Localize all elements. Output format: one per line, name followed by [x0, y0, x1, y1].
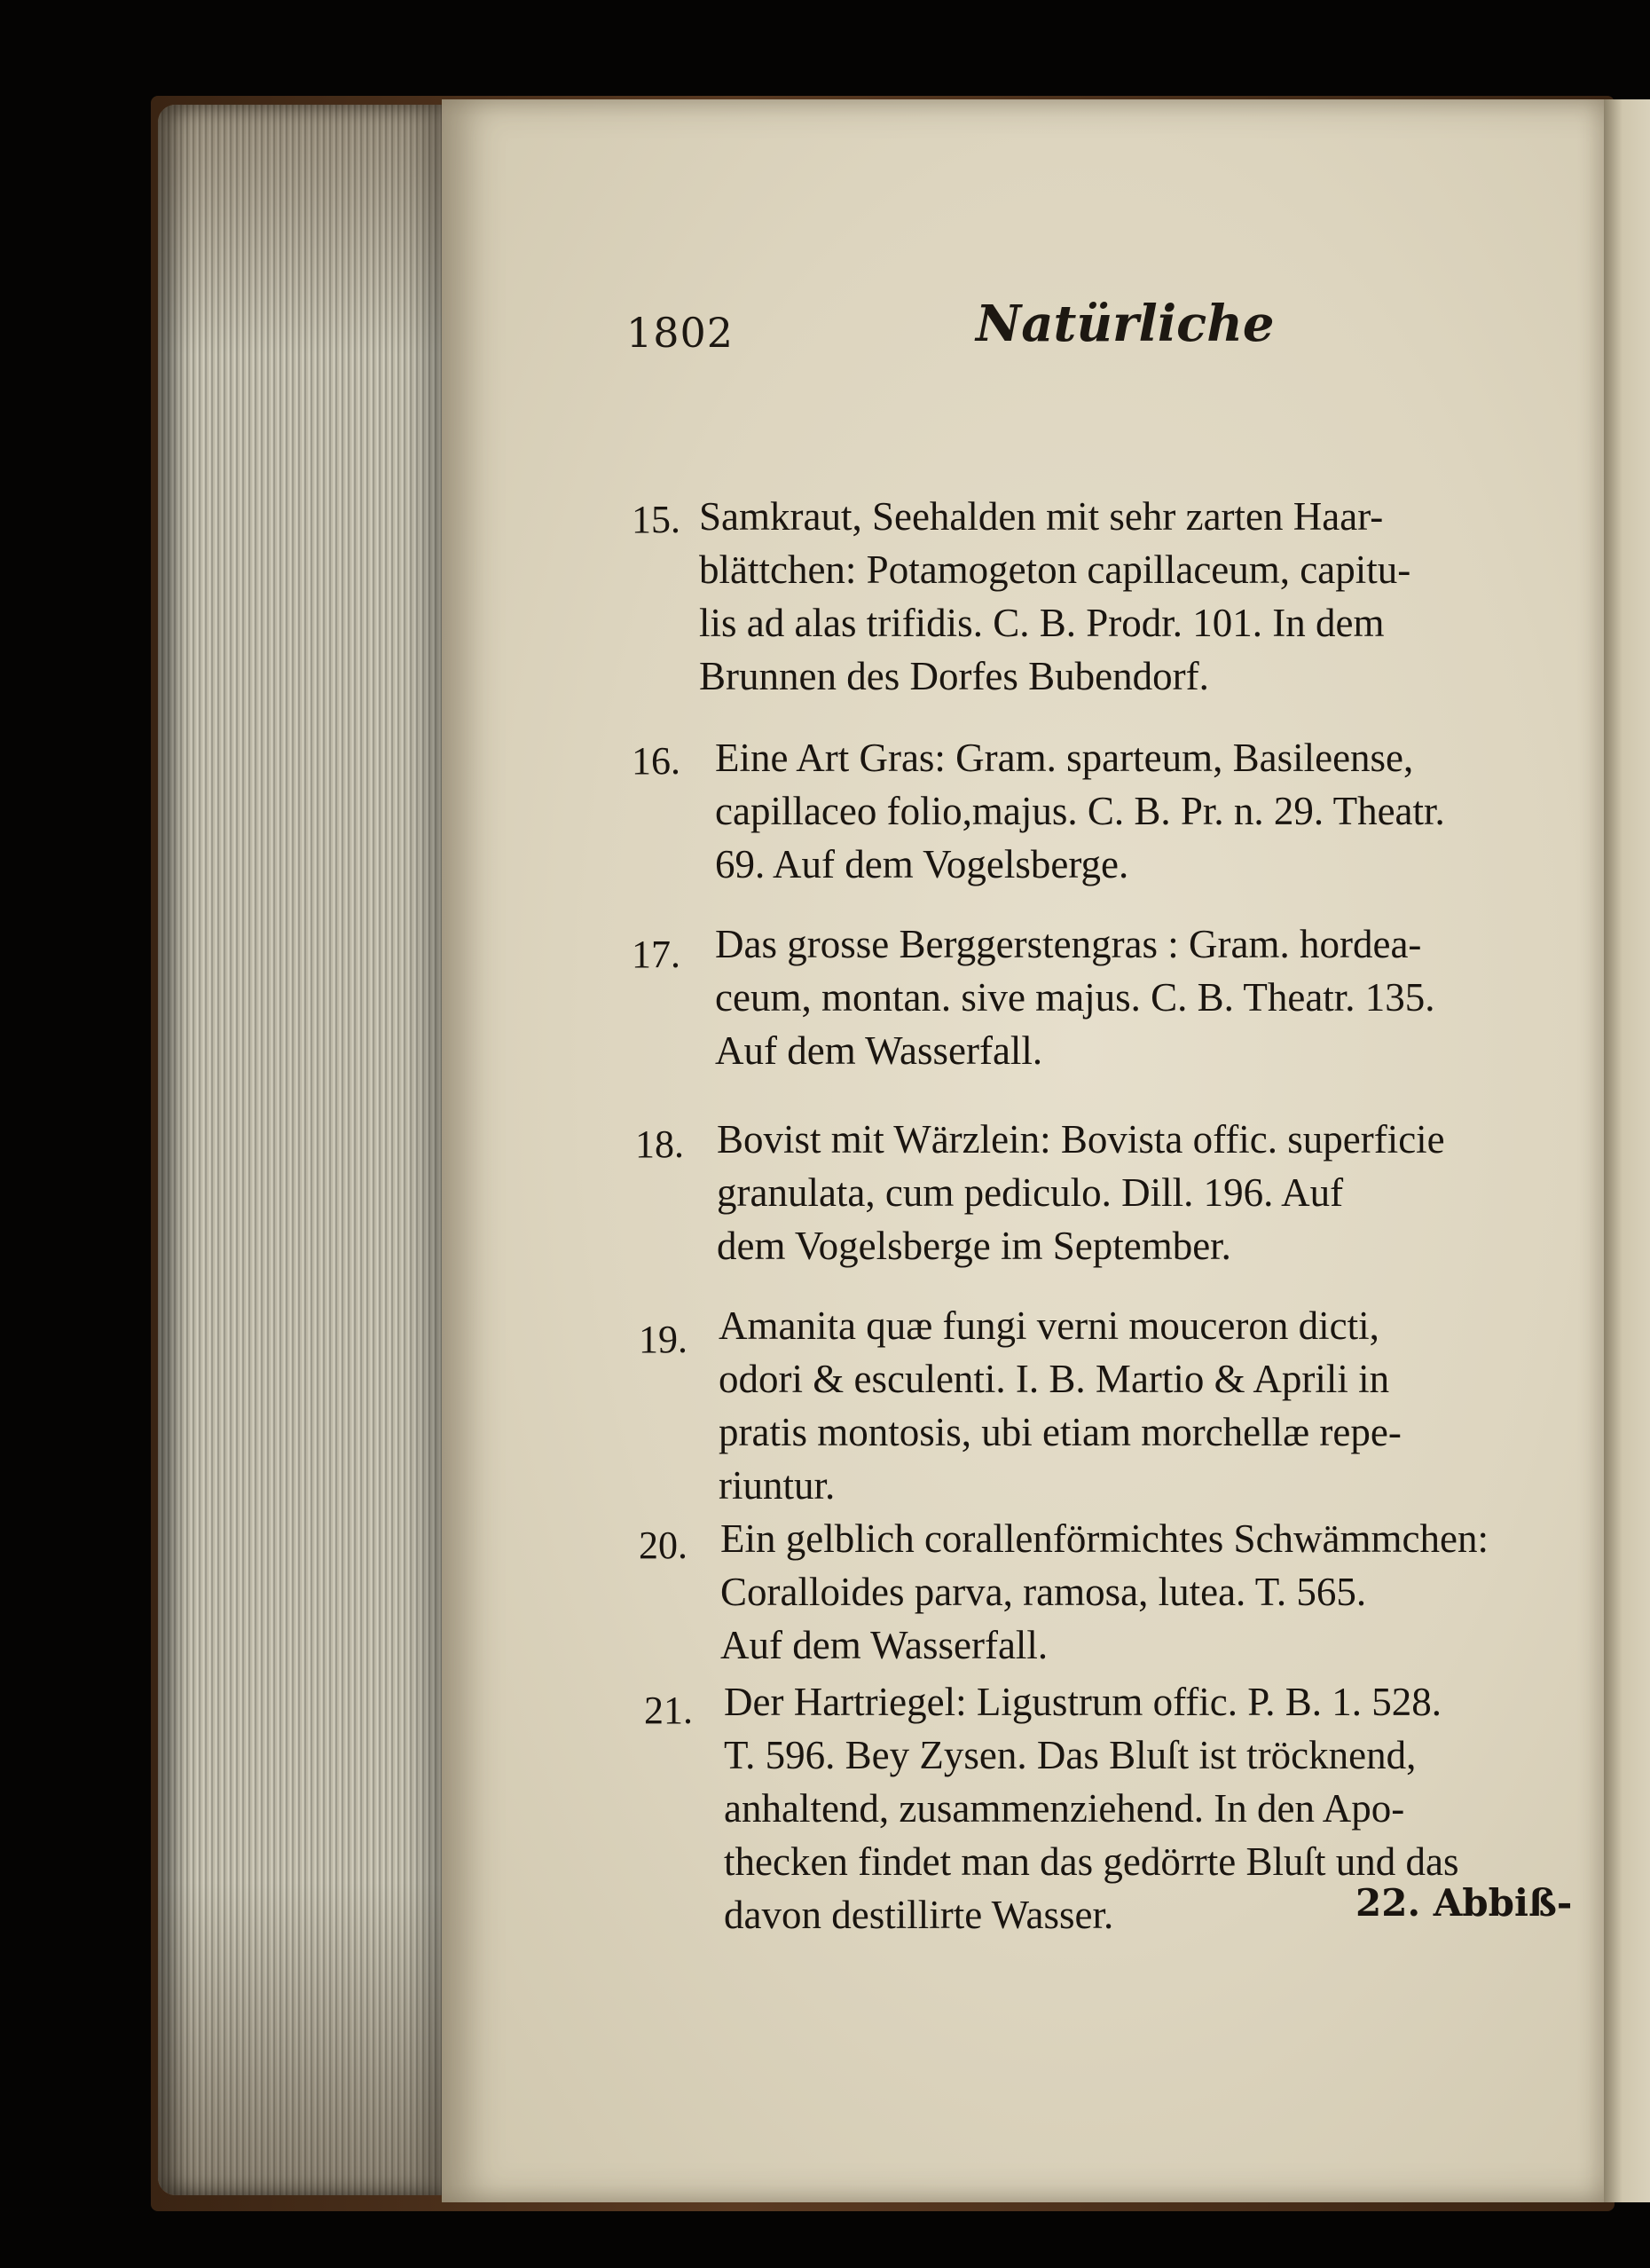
entry-number: 20.	[639, 1524, 688, 1567]
entry-text	[724, 1675, 1459, 1941]
entry-line: ceum, montan. sive majus. C. B. Theatr. 135.	[715, 975, 1435, 1020]
entry-line: granulata, cum pediculo. Dill. 196. Auf	[717, 1170, 1344, 1215]
entry-number: 15.	[632, 498, 680, 541]
entry-number: 18.	[635, 1122, 684, 1166]
entry-text	[699, 490, 1410, 703]
entry-text	[715, 731, 1445, 891]
entry-line: thecken findet man das gedörrte Bluſt und das	[724, 1839, 1459, 1884]
entry-line: pratis montosis, ubi etiam morchellæ repe-	[719, 1410, 1402, 1454]
entry-text	[715, 917, 1435, 1077]
entry-line: odori & esculenti. I. B. Martio & Aprili in	[719, 1357, 1390, 1401]
entry-line: Auf dem Wasserfall.	[720, 1623, 1049, 1667]
entry-number: 19.	[639, 1318, 688, 1361]
entry-number: 17.	[632, 933, 680, 976]
entry-line: capillaceo folio,majus. C. B. Pr. n. 29. Theatr.	[715, 789, 1445, 833]
book-page	[442, 99, 1604, 2202]
entry-line: riuntur.	[719, 1463, 836, 1508]
entry-line: Bovist mit Wärzlein: Bovista offic. superficie	[717, 1117, 1445, 1162]
entry-text	[720, 1512, 1489, 1672]
entry-text	[717, 1113, 1445, 1272]
entry-line: anhaltend, zusammenziehend. In den Apo-	[724, 1786, 1405, 1831]
entry-line: Der Hartriegel: Ligustrum offic. P. B. 1. 528.	[724, 1680, 1442, 1724]
facing-page-edge	[1604, 99, 1650, 2202]
entry-line: blättchen: Potamogeton capillaceum, capitu-	[699, 547, 1411, 592]
entry-line: Auf dem Wasserfall.	[715, 1028, 1043, 1073]
entry-line: T. 596. Bey Zysen. Das Bluſt ist tröcknend,	[724, 1733, 1417, 1777]
entry-line: Brunnen des Dorfes Bubendorf.	[699, 654, 1209, 698]
entry-line: lis ad alas trifidis. C. B. Prodr. 101. In dem	[699, 601, 1385, 645]
entry-line: 69. Auf dem Vogelsberge.	[715, 842, 1129, 886]
entry-line: Ein gelblich corallenförmichtes Schwämmchen:	[720, 1516, 1489, 1561]
entry-line: Eine Art Gras: Gram. sparteum, Basileense,	[715, 736, 1414, 780]
entry-text	[719, 1299, 1402, 1512]
entry-line: dem Vogelsberge im September.	[717, 1224, 1231, 1268]
entry-line: Coralloides parva, ramosa, lutea. T. 565.	[720, 1570, 1367, 1614]
page-edges-shade	[158, 105, 444, 2195]
entry-number: 21.	[644, 1689, 693, 1732]
entry-line: Das grosse Berggerstengras : Gram. hordea-	[715, 922, 1422, 966]
entry-line: Amanita quæ fungi verni mouceron dicti,	[719, 1303, 1379, 1348]
page-number: 1802	[626, 309, 735, 357]
entry-number: 16.	[632, 739, 680, 783]
running-head: Natürliche	[976, 295, 1275, 353]
entry-line: davon destillirte Wasser.	[724, 1893, 1114, 1937]
entry-line: Samkraut, Seehalden mit sehr zarten Haar-	[699, 494, 1384, 539]
catchword: 22. Abbiß-	[1355, 1881, 1573, 1925]
